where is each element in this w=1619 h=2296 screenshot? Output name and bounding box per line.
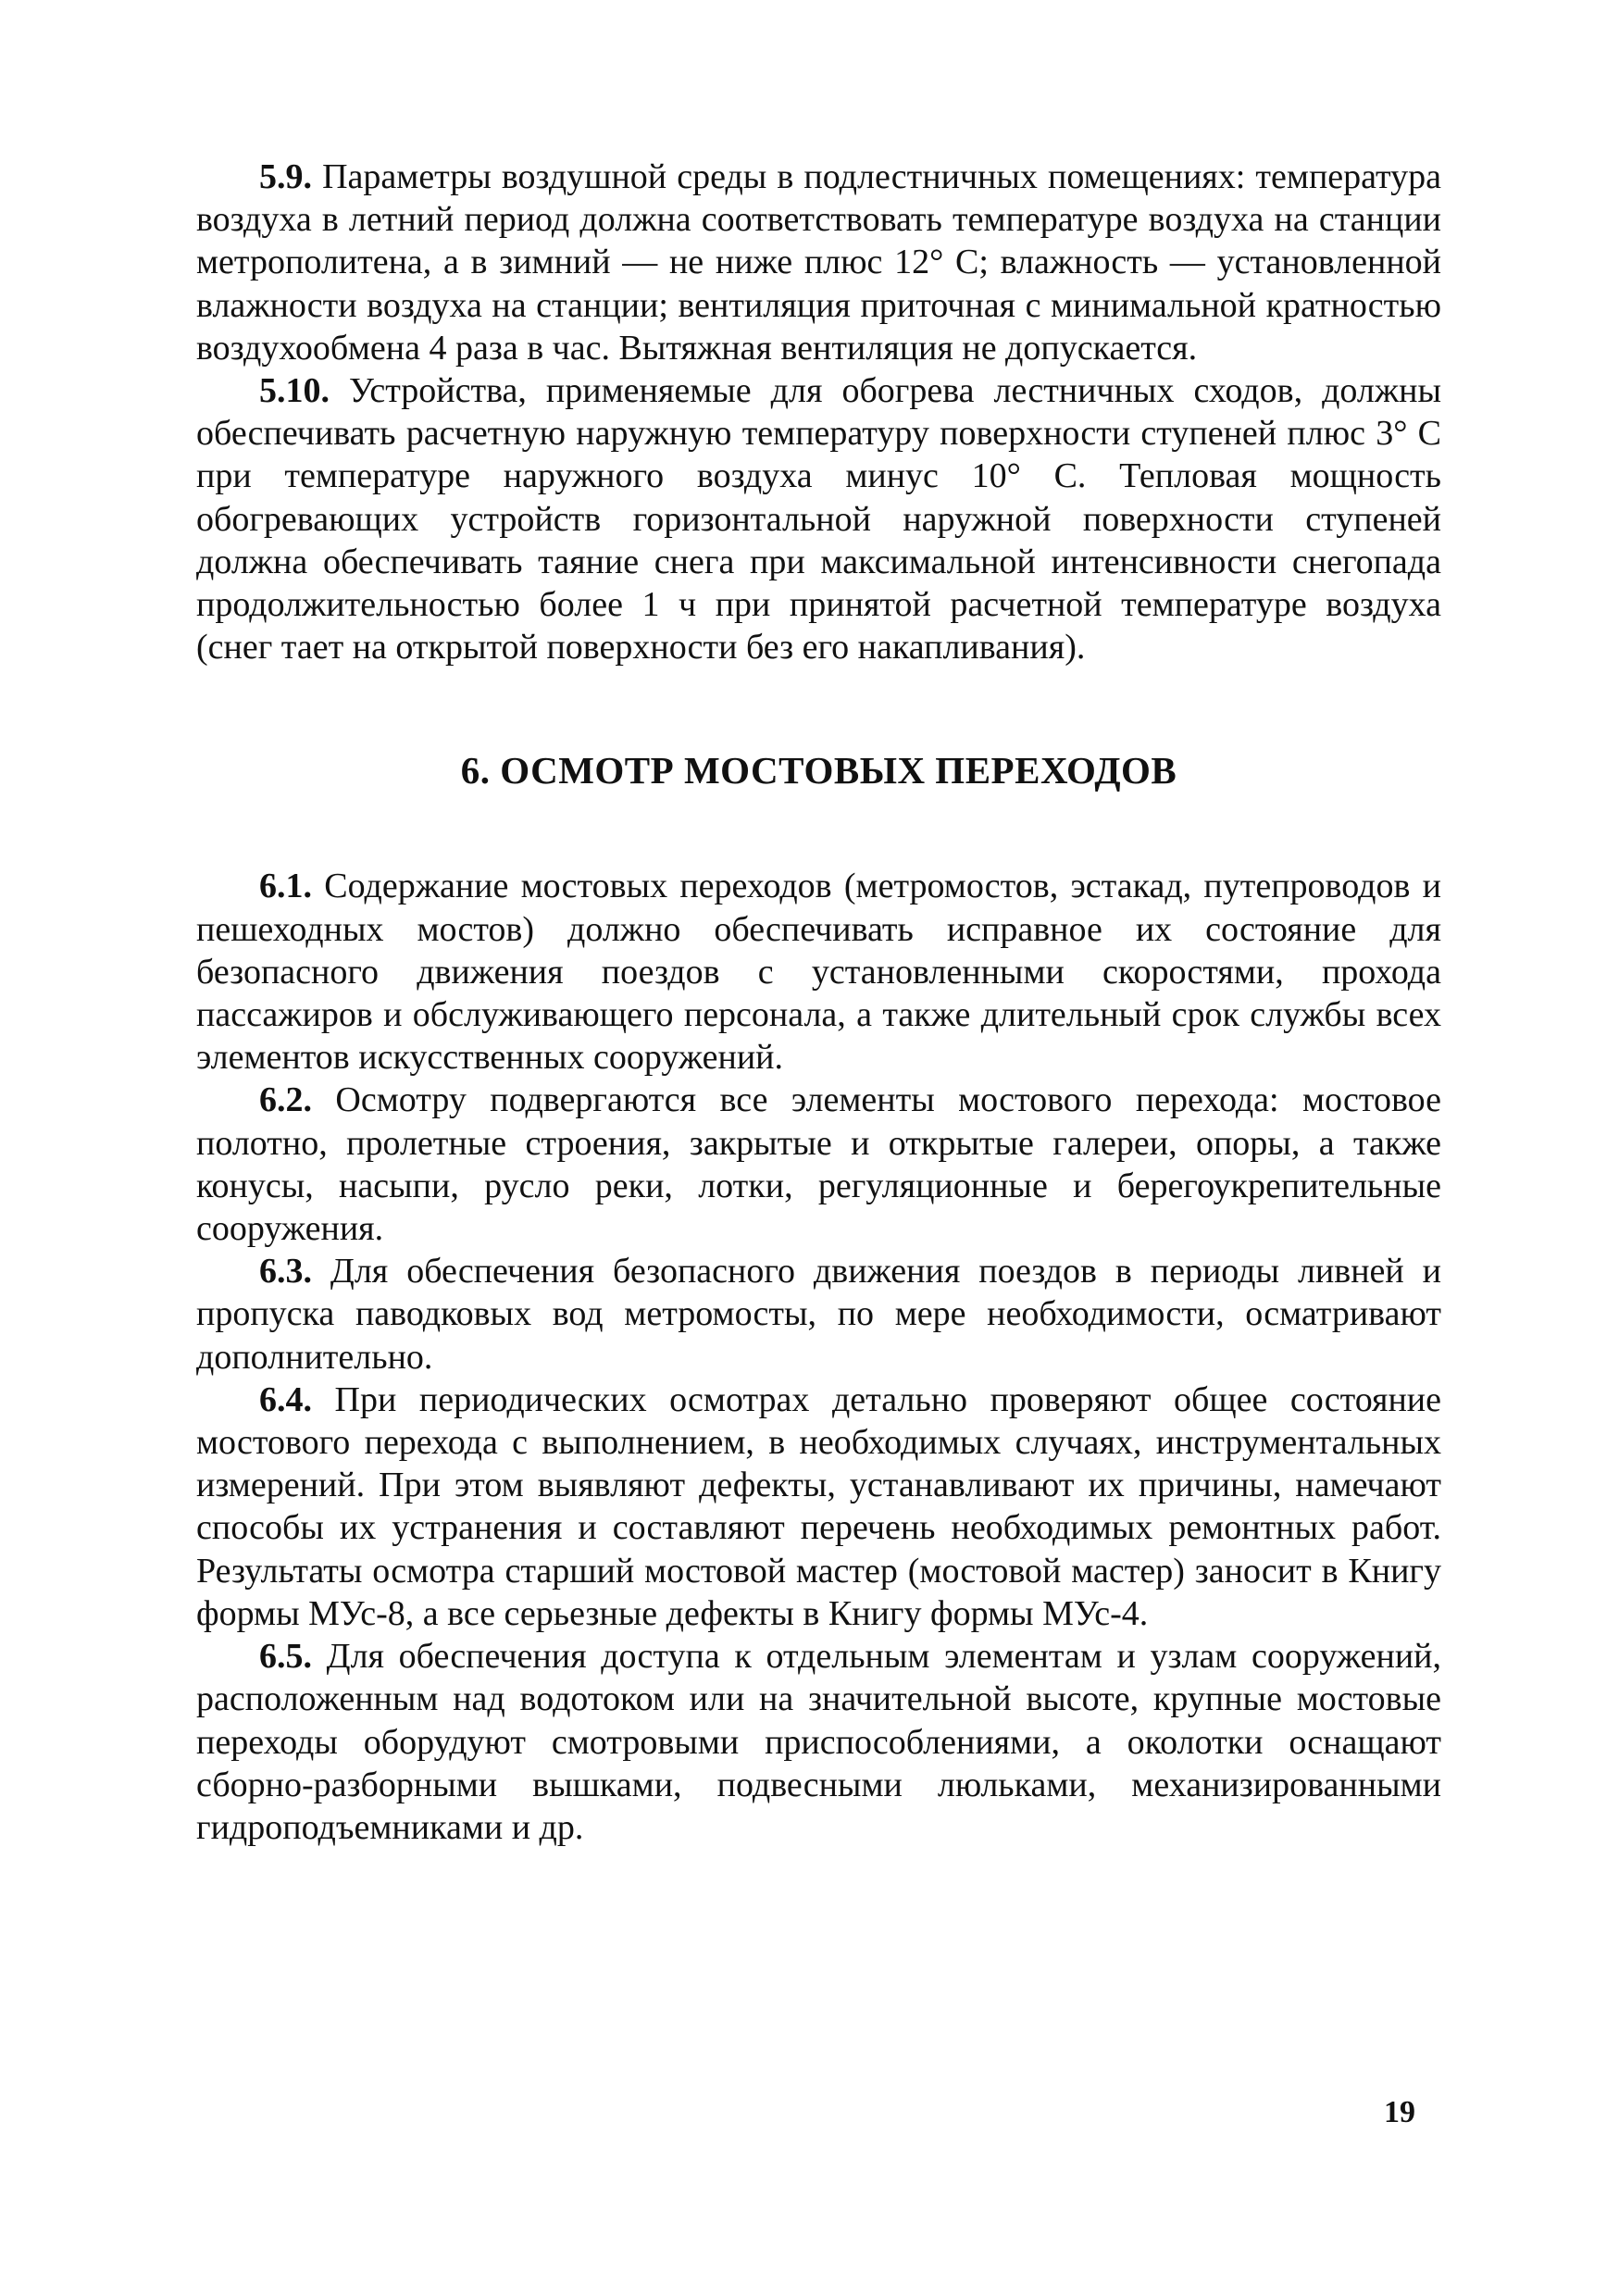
paragraph-number: 6.5. bbox=[259, 1637, 312, 1677]
section-title: 6. ОСМОТР МОСТОВЫХ ПЕРЕХОДОВ bbox=[460, 749, 1177, 792]
paragraph-number: 5.10. bbox=[259, 371, 330, 411]
paragraph-number: 6.1. bbox=[259, 867, 312, 906]
paragraph-6-1 bbox=[196, 865, 1441, 1079]
paragraph-5-10 bbox=[196, 369, 1441, 668]
paragraph-6-2 bbox=[196, 1079, 1441, 1250]
paragraph-number: 6.2. bbox=[259, 1080, 312, 1120]
paragraph-number: 6.3. bbox=[259, 1252, 312, 1292]
paragraph-text: Устройства, применяемые для обогрева лестничных сходов, должны обеспечивать расчетную наружную температуру поверхности ступеней плюс 3° С при температуре наружного воздуха минус 10° С. Тепловая мощность обогревающих устройств горизонтальной наружной поверхности ступеней должна обеспечивать таяние снега при максимальной интенсивности снегопада продолжительностью более 1 ч при принятой расчетной температуре воздуха (снег тает на открытой поверхности без его накапливания). bbox=[196, 371, 1441, 668]
paragraph-6-4 bbox=[196, 1379, 1441, 1635]
paragraph-text: При периодических осмотрах детально проверяют общее состояние мостового перехода с выполнением, в необходимых случаях, инструментальных измерений. При этом выявляют дефекты, устанавливают их причины, намечают способы их устранения и составляют перечень необходимых ремонтных работ. Результаты осмотра старший мостовой мастер (мостовой мастер) заносит в Книгу формы МУс-8, а все серьезные дефекты в Книгу формы МУс-4. bbox=[196, 1379, 1441, 1633]
paragraph-number: 6.4. bbox=[259, 1379, 312, 1419]
paragraph-6-3 bbox=[196, 1250, 1441, 1379]
paragraph-text: Для обеспечения безопасного движения поездов в периоды ливней и пропуска паводковых вод метромосты, по мере необходимости, осматривают дополнительно. bbox=[196, 1252, 1442, 1377]
paragraph-text: Осмотру подвергаются все элементы мостового перехода: мостовое полотно, пролетные строения, закрытые и открытые галереи, опоры, а также конусы, насыпи, русло реки, лотки, регуляционные и берегоукрепительные сооружения. bbox=[196, 1080, 1441, 1249]
paragraph-6-5 bbox=[196, 1635, 1441, 1849]
paragraph-text: Параметры воздушной среды в подлестничных помещениях: температура воздуха в летний период должна соответствовать температуре воздуха на станции метрополитена, а в зимний — не ниже плюс 12° С; влажность — установленной влажности воздуха на станции; вентиляция приточная с минимальной кратностью воздухообмена 4 раза в час. Вытяжная вентиляция не допускается. bbox=[196, 157, 1442, 368]
paragraph-text: Содержание мостовых переходов (метромостов, эстакад, путепроводов и пешеходных мостов) должно обеспечивать исправное их состояние для безопасного движения поездов с установленными скоростями, прохода пассажиров и обслуживающего персонала, а также длительный срок службы всех элементов искусственных сооружений. bbox=[196, 867, 1442, 1078]
page-number: 19 bbox=[1384, 2095, 1415, 2129]
document-page bbox=[196, 156, 1441, 1849]
paragraph-5-9 bbox=[196, 156, 1441, 369]
paragraph-text: Для обеспечения доступа к отдельным элементам и узлам сооружений, расположенным над водотоком или на значительной высоте, крупные мостовые переходы оборудуют смотровыми приспособлениями, а околотки оснащают сборно-разборными вышками, подвесными люльками, механизированными гидроподъемниками и др. bbox=[196, 1637, 1441, 1847]
paragraph-number: 5.9. bbox=[259, 157, 312, 196]
